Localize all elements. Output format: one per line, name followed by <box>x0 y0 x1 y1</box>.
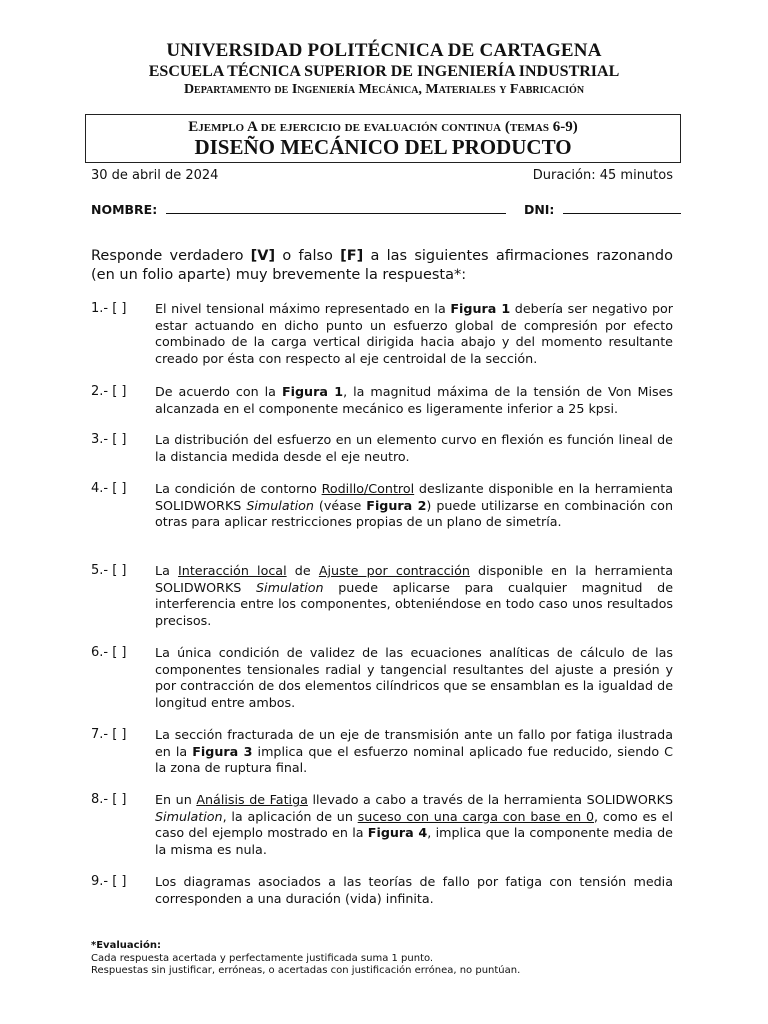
exam-title: DISEÑO MECÁNICO DEL PRODUCTO <box>194 135 572 159</box>
italic-term: Simulation <box>155 808 223 824</box>
question-text-segment: , como es el caso del ejemplo mostrado en la <box>155 808 674 840</box>
exam-duration: Duración: 45 minutos <box>532 168 673 183</box>
intro-text-2: o falso <box>275 248 341 264</box>
student-fields <box>91 201 681 217</box>
question-item <box>91 645 673 711</box>
exam-subtitle: Ejemplo A de ejercicio de evaluación continua (temas 6-9) <box>188 119 578 135</box>
question-text-segment: llevado a cabo a través de la herramienta SOLIDWORKS <box>307 792 673 807</box>
figure-reference: Figura 4 <box>367 825 428 840</box>
exam-title-box <box>85 114 681 163</box>
underlined-term: Ajuste por contracción <box>318 563 470 578</box>
question-number[interactable]: 3.- [ ] <box>91 432 127 447</box>
question-item <box>91 384 673 417</box>
question-item <box>91 874 673 907</box>
question-item <box>91 481 673 531</box>
question-text-segment: La distribución del esfuerzo en un elemento curvo en flexión es función lineal de la distancia medida desde el eje neutro. <box>155 432 673 464</box>
question-text <box>155 384 673 417</box>
underlined-term: suceso con una carga con base en 0 <box>357 808 595 824</box>
question-item <box>91 432 673 465</box>
figure-reference: Figura 2 <box>366 497 427 513</box>
name-field[interactable] <box>166 201 506 214</box>
question-text-segment: La única condición de validez de las ecuaciones analíticas de cálculo de las componentes tensionales radial y tangencial resultantes del ajuste a presión y por contracción de dos elementos cilíndricos que se ensamblan es la igualdad de longitud entre ambos. <box>155 645 673 710</box>
question-text-segment: La <box>155 563 179 578</box>
question-item <box>91 792 673 858</box>
question-text-segment: En un <box>155 792 197 807</box>
question-number[interactable]: 4.- [ ] <box>91 481 127 496</box>
footnote-line-2: Respuestas sin justificar, erróneas, o acertadas con justificación errónea, no puntúan. <box>91 965 521 976</box>
exam-date: 30 de abril de 2024 <box>91 168 219 183</box>
question-number[interactable]: 8.- [ ] <box>91 792 127 807</box>
question-text-segment: ) puede utilizarse en combinación con otras para aplicar restricciones propias de un plano de simetría. <box>155 497 673 529</box>
department-name: Departamento de Ingeniería Mecánica, Materiales y Fabricación <box>183 82 585 97</box>
intro-false-marker: [F] <box>340 248 364 264</box>
question-number[interactable]: 7.- [ ] <box>91 727 127 742</box>
intro-true-marker: [V] <box>250 248 276 264</box>
question-text-segment: La condición de contorno <box>155 481 322 496</box>
question-item <box>91 563 673 629</box>
figure-reference: Figura 3 <box>192 743 253 759</box>
question-number[interactable]: 5.- [ ] <box>91 563 127 578</box>
question-text-segment: , la magnitud máxima de la tensión de Von Mises alcanzada en el componente mecánico es ligeramente inferior a 25 kpsi. <box>155 384 674 416</box>
question-text-segment: deslizante disponible en la herramienta SOLIDWORKS <box>155 481 674 513</box>
figure-reference: Figura 1 <box>450 301 511 316</box>
question-text-segment: debería ser negativo por estar actuando en dicho punto un esfuerzo global de compresión por efecto combinado de la carga vertical dirigida hacia abajo y del momento resultante creado por ésta con respecto al eje centroidal de la sección. <box>155 301 673 366</box>
question-item <box>91 301 673 367</box>
question-text-segment: implica que el esfuerzo nominal aplicado fue reducido, siendo C la zona de ruptura final. <box>155 743 673 775</box>
school-name: ESCUELA TÉCNICA SUPERIOR DE INGENIERÍA INDUSTRIAL <box>148 63 620 80</box>
intro-text-3: a las siguientes afirmaciones razonando (en un folio aparte) muy brevemente la respuesta*: <box>91 248 673 283</box>
question-number[interactable]: 9.- [ ] <box>91 874 127 889</box>
underlined-term: Análisis de Fatiga <box>196 792 308 807</box>
question-text-segment: De acuerdo con la <box>155 384 282 399</box>
question-number[interactable]: 1.- [ ] <box>91 301 127 316</box>
question-text <box>155 645 673 711</box>
italic-term: Simulation <box>246 497 314 513</box>
footnote-title: *Evaluación: <box>91 940 161 951</box>
question-text <box>155 727 673 777</box>
instructions <box>91 247 673 285</box>
footnote-line-1: Cada respuesta acertada y perfectamente justificada suma 1 punto. <box>91 952 434 964</box>
question-text <box>155 792 673 858</box>
question-text-segment: Los diagramas asociados a las teorías de fallo por fatiga con tensión media corresponden a una duración (vida) infinita. <box>155 874 673 906</box>
dni-field[interactable] <box>563 201 681 214</box>
question-number[interactable]: 2.- [ ] <box>91 384 127 399</box>
question-item <box>91 727 673 777</box>
university-name: UNIVERSIDAD POLITÉCNICA DE CARTAGENA <box>166 40 602 61</box>
question-text <box>155 563 673 629</box>
question-text <box>155 301 673 367</box>
question-text <box>155 432 673 465</box>
underlined-term: Rodillo/Control <box>321 481 415 496</box>
question-text-segment: de <box>286 563 319 578</box>
figure-reference: Figura 1 <box>281 384 344 399</box>
dni-label: DNI: <box>523 202 555 217</box>
italic-term: Simulation <box>256 579 324 595</box>
question-text-segment: La sección fracturada de un eje de transmisión ante un fallo por fatiga ilustrada en la <box>155 727 673 759</box>
question-text-segment: El nivel tensional máximo representado en la <box>155 301 451 316</box>
question-text-segment: disponible en la herramienta SOLIDWORKS <box>155 563 673 595</box>
question-text-segment: , la aplicación de un <box>222 808 358 824</box>
question-text <box>155 874 673 907</box>
name-label: NOMBRE: <box>91 202 158 217</box>
intro-text-1: Responde verdadero <box>91 248 251 264</box>
question-text-segment: puede aplicarse para cualquier magnitud de interferencia entre los componentes, obteniéndose en todo caso unos resultados precisos. <box>155 579 673 628</box>
question-text-segment: , implica que la componente media de la misma es nula. <box>155 825 673 857</box>
underlined-term: Interacción local <box>178 563 287 578</box>
evaluation-footnote <box>91 940 520 978</box>
question-text <box>155 481 673 531</box>
question-text-segment: (véase <box>313 497 367 513</box>
question-number[interactable]: 6.- [ ] <box>91 645 127 660</box>
